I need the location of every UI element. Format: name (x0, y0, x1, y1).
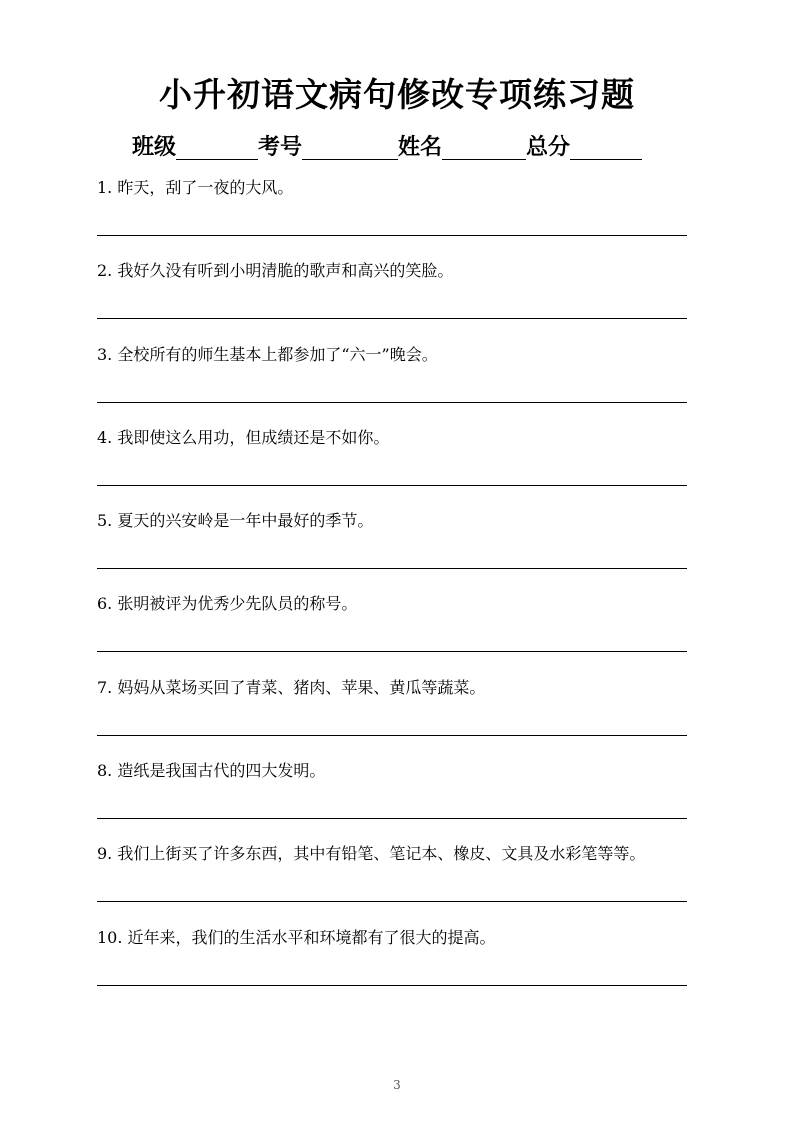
answer-line[interactable] (97, 651, 687, 652)
answer-line[interactable] (97, 901, 687, 902)
question-text: 3. 全校所有的师生基本上都参加了“六一”晚会。 (97, 344, 438, 364)
question-item (97, 920, 737, 1003)
question-text: 6. 张明被评为优秀少先队员的称号。 (97, 594, 358, 614)
total-score-blank[interactable] (570, 135, 642, 160)
class-label: 班级 (132, 135, 177, 160)
answer-line[interactable] (97, 818, 687, 819)
total-score-field (526, 134, 642, 162)
question-item (97, 420, 737, 503)
exam-number-field (258, 134, 398, 162)
total-score-label: 总分 (526, 135, 571, 160)
page-title: 小升初语文病句修改专项练习题 (159, 75, 635, 114)
name-field (398, 134, 526, 162)
question-text: 10. 近年来，我们的生活水平和环境都有了很大的提高。 (97, 927, 496, 947)
question-text: 1. 昨天，刮了一夜的大风。 (97, 178, 294, 197)
answer-line[interactable] (97, 568, 687, 569)
answer-line[interactable] (97, 735, 687, 736)
question-item (97, 503, 737, 586)
question-item (97, 170, 737, 253)
question-text: 4. 我即使这么用功，但成绩还是不如你。 (97, 427, 390, 447)
name-label: 姓名 (398, 135, 443, 160)
question-item (97, 253, 737, 336)
answer-line[interactable] (97, 485, 687, 486)
answer-line[interactable] (97, 318, 687, 319)
answer-line[interactable] (97, 985, 687, 986)
question-text: 5. 夏天的兴安岭是一年中最好的季节。 (97, 511, 374, 531)
question-item (97, 337, 737, 420)
name-blank[interactable] (442, 135, 526, 160)
question-item (97, 753, 737, 836)
class-blank[interactable] (176, 135, 258, 160)
answer-line[interactable] (97, 402, 687, 403)
page-number: 3 (393, 1078, 401, 1092)
answer-line[interactable] (97, 235, 687, 236)
question-text: 9. 我们上街买了许多东西，其中有铅笔、笔记本、橡皮、文具及水彩笔等等。 (97, 844, 646, 864)
question-text: 8. 造纸是我国古代的四大发明。 (97, 761, 326, 781)
question-item (97, 836, 737, 919)
exam-number-blank[interactable] (302, 135, 398, 160)
question-text: 2. 我好久没有听到小明清脆的歌声和高兴的笑脸。 (97, 261, 454, 281)
exam-number-label: 考号 (258, 135, 303, 160)
question-list (97, 170, 737, 1003)
class-field (132, 134, 258, 162)
question-item (97, 670, 737, 753)
question-item (97, 586, 737, 669)
question-text: 7. 妈妈从菜场买回了青菜、猪肉、苹果、黄瓜等蔬菜。 (97, 677, 486, 697)
student-info-row (132, 130, 642, 162)
